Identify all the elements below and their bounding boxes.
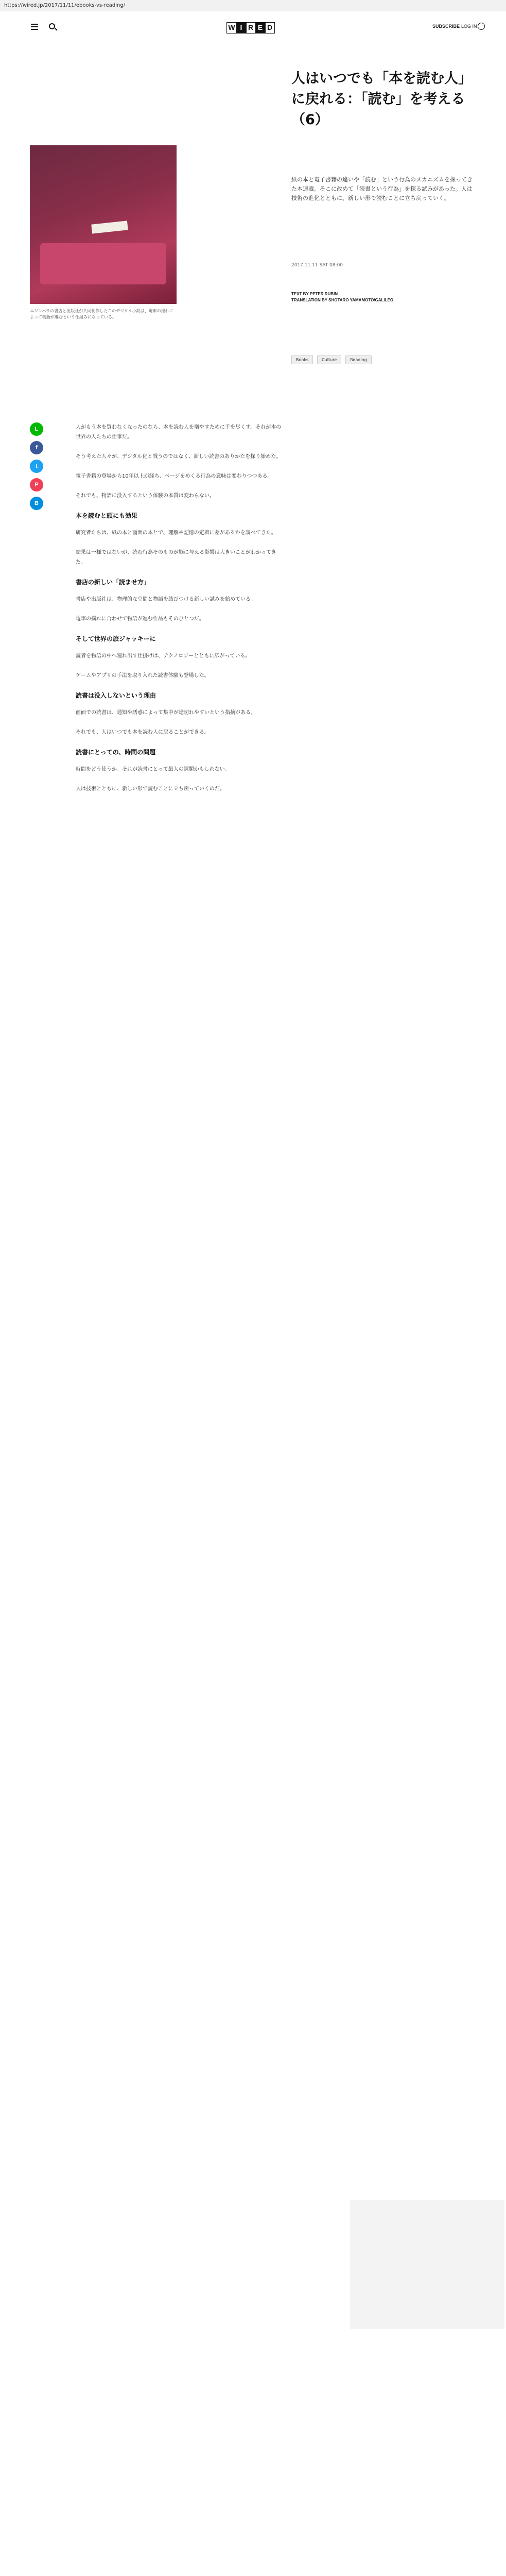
- pocket-icon[interactable]: P: [30, 478, 43, 492]
- paragraph: 時間をどう使うか。それが読書にとって最大の課題かもしれない。: [76, 767, 230, 772]
- hatena-icon[interactable]: B: [30, 497, 43, 510]
- logo-letter-i: I: [236, 22, 247, 33]
- paragraph: それでも、人はいつでも本を読む人に戻ることができる。: [76, 730, 210, 735]
- logo-letter-d: D: [265, 22, 275, 33]
- paragraph: 電子書籍の登場から10年以上が経ち、ページをめくる行為の意味は変わりつつある。: [76, 473, 273, 479]
- book-shape: [91, 221, 128, 233]
- subscribe-link[interactable]: SUBSCRIBE: [432, 24, 460, 29]
- search-icon[interactable]: [49, 23, 55, 29]
- article-body: [76, 422, 282, 804]
- article-title: 人はいつでも「本を読む人」に戻れる：「読む」を考える（6）: [291, 71, 472, 128]
- url-bar[interactable]: https://wired.jp/2017/11/11/ebooks-vs-reading/: [0, 0, 506, 11]
- section-heading: 書店の新しい「読ませ方」: [76, 579, 150, 586]
- logo-letter-r: R: [246, 22, 256, 33]
- paragraph: 読者を物語の中へ連れ出す仕掛けは、テクノロジーとともに広がっている。: [76, 653, 251, 659]
- facebook-icon[interactable]: f: [30, 441, 43, 454]
- side-share-bar: [30, 422, 45, 515]
- line-icon[interactable]: L: [30, 422, 43, 436]
- tag-pill[interactable]: Culture: [317, 355, 341, 364]
- article-lede: 紙の本と電子書籍の違いや「読む」という行為のメカニズムを探ってきた本連載。そこに改めて「読書という行為」を探る試みがあった。人は技術の進化とともに、新しい形で読むことに立ち戻っていく。: [291, 176, 473, 201]
- paragraph: 書店や出版社は、物理的な空間と物語を結びつける新しい試みを始めている。: [76, 597, 256, 602]
- paragraph: 研究者たちは、紙の本と画面の本とで、理解や記憶の定着に差があるかを調べてきた。: [76, 530, 276, 536]
- paragraph: 画面での読書は、通知や誘惑によって集中が途切れやすいという指摘がある。: [76, 710, 256, 716]
- tag-pill[interactable]: Books: [291, 355, 313, 364]
- credit-translation: TRANSLATION BY SHOTARO YAMAMOTO/GALILEO: [291, 298, 394, 302]
- tag-pill[interactable]: Reading: [345, 355, 371, 364]
- credit-text: TEXT BY PETER RUBIN: [291, 292, 338, 296]
- section-heading: そして世界の旅ジャッキーに: [76, 635, 156, 642]
- paragraph: 電車の揺れに合わせて物語が進む作品もそのひとつだ。: [76, 616, 204, 622]
- paragraph: ゲームやアプリの手法を取り入れた読書体験も登場した。: [76, 673, 210, 679]
- hero-image: [30, 145, 177, 304]
- section-heading: 読書は没入しないという理由: [76, 692, 156, 699]
- user-icon[interactable]: [478, 23, 485, 30]
- publish-date: 2017.11.11 SAT 08:00: [291, 263, 343, 268]
- logo-letter-w: W: [226, 22, 237, 33]
- section-heading: 読書にとっての、時間の問題: [76, 749, 156, 756]
- wired-logo[interactable]: [226, 22, 274, 33]
- paragraph: そう考えた人々が、デジタル化と戦うのではなく、新しい読書のありかたを探り始めた。: [76, 454, 282, 460]
- menu-icon[interactable]: [31, 24, 38, 30]
- hero-caption: エジンバラの書店と出版社が共同制作したこのデジタル小説は、電車の揺れによって物語が進むという仕組みになっている。: [30, 309, 173, 319]
- ad-slot: [350, 2200, 504, 2329]
- credits: [291, 291, 393, 303]
- paragraph: 人は技術とともに、新しい形で読むことに立ち戻っていくのだ。: [76, 786, 225, 792]
- login-link[interactable]: LOG IN: [461, 24, 477, 29]
- paragraph: 人がもう本を買わなくなったのなら、本を読む人を増やすために手を尽くす。それが本の世界の人たちの仕事だ。: [76, 425, 282, 440]
- seat-shape: [40, 243, 166, 284]
- site-header: [0, 21, 506, 35]
- paragraph: 結果は一様ではないが、読む行為そのものが脳に与える影響は大きいことがわかってきた。: [76, 550, 276, 565]
- logo-letter-e: E: [255, 22, 266, 33]
- top-tags: [291, 355, 372, 364]
- twitter-icon[interactable]: t: [30, 460, 43, 473]
- section-heading: 本を読むと頭にも効果: [76, 512, 138, 519]
- paragraph: それでも、物語に没入するという体験の本質は変わらない。: [76, 493, 215, 499]
